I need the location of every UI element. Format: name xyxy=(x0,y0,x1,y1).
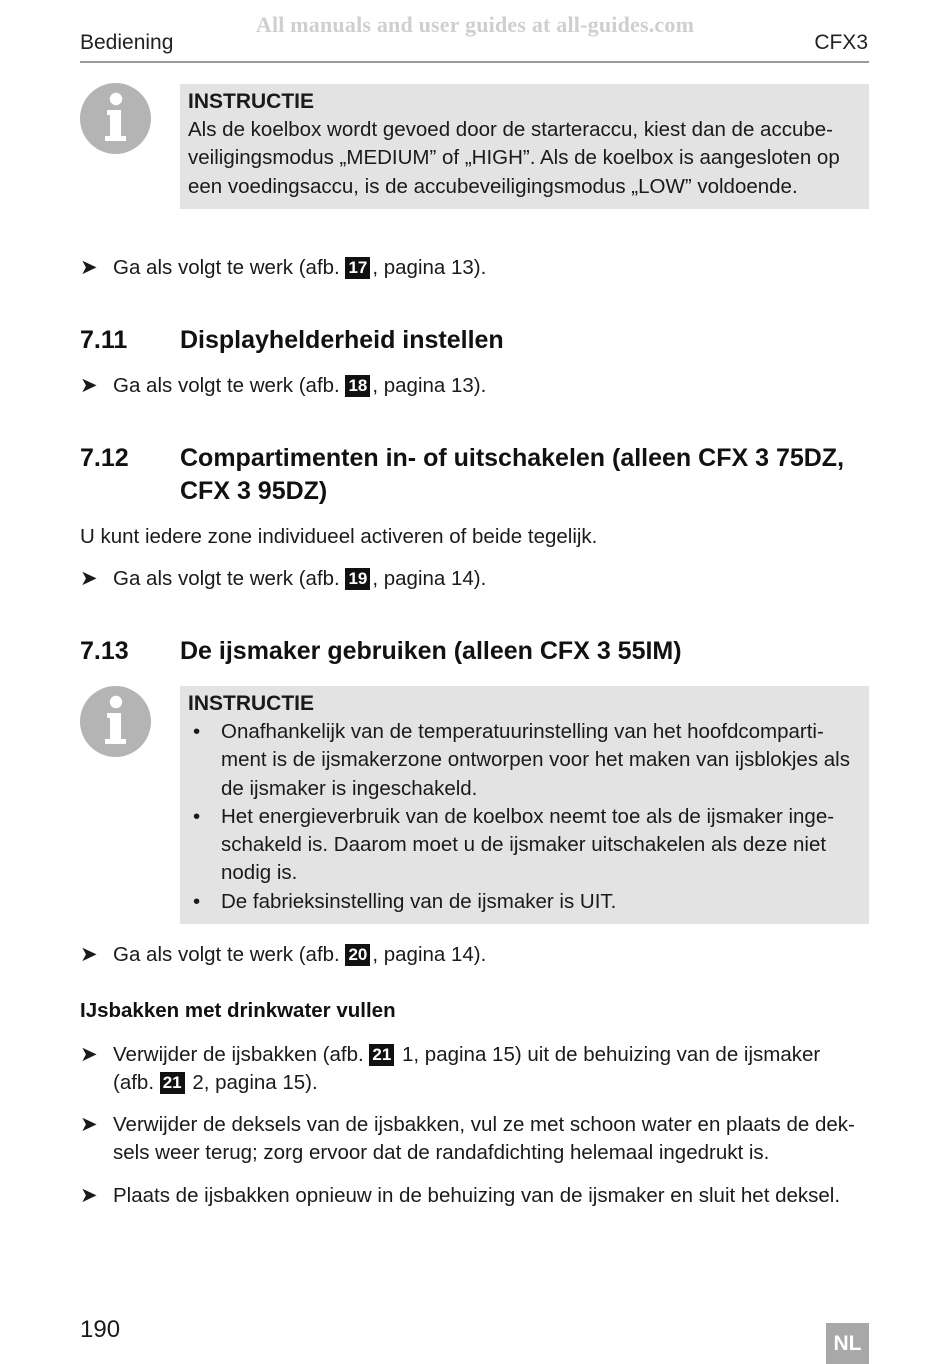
step-text-tail: , pagina 13). xyxy=(372,256,487,279)
section-title: Compartimenten in- of uitschakelen (alleen CFX 3 75DZ, CFX 3 95DZ) xyxy=(180,444,845,505)
arrow-right-icon: ➤ xyxy=(80,1043,98,1066)
arrow-right-icon: ➤ xyxy=(80,567,98,590)
section-title: Displayhelderheid instellen xyxy=(180,326,504,354)
figure-ref-badge: 17 xyxy=(345,257,370,279)
body-paragraph: U kunt iedere zone individueel activeren of beide tegelijk. xyxy=(80,525,598,548)
arrow-right-icon: ➤ xyxy=(80,943,98,966)
step-text: Ga als volgt te werk (afb. xyxy=(113,567,346,590)
watermark: All manuals and user guides at all-guides.com xyxy=(255,12,695,37)
note-text: Als de koelbox wordt gevoed door de starteraccu, kiest dan de accubeveiligingsmodus „MEDIUM” of „HIGH”. Als de koelbox is aangesloten op een voedingsaccu, is de accubeveiligingsmodus „LOW” voldoende. xyxy=(188,118,840,198)
step-text: Ga als volgt te werk (afb. xyxy=(113,256,346,279)
section-number: 7.13 xyxy=(80,637,129,665)
step-instruction xyxy=(80,565,870,593)
step-instruction xyxy=(80,254,870,282)
header-rule xyxy=(80,61,869,63)
instruction-note xyxy=(180,686,869,924)
step-text: Verwijder de deksels van de ijsbakken, vul ze met schoon water en plaats de deksels weer terug; zorg ervoor dat de randafdichting helemaal ingedrukt is. xyxy=(113,1113,855,1165)
section-heading-7-11 xyxy=(80,324,870,357)
language-tab: NL xyxy=(826,1323,869,1364)
step-instruction xyxy=(80,1041,870,1098)
instruction-note xyxy=(180,84,869,209)
section-title: De ijsmaker gebruiken (alleen CFX 3 55IM) xyxy=(180,637,682,665)
header-model: CFX3 xyxy=(814,31,868,54)
step-text-middle: 1, pagina 15) uit de behuizing van de ijsmaker (afb. xyxy=(113,1043,821,1095)
step-text-tail: , pagina 13). xyxy=(372,374,487,397)
step-text: Verwijder de ijsbakken (afb. xyxy=(113,1043,370,1066)
step-text: Plaats de ijsbakken opnieuw in de behuizing van de ijsmaker en sluit het deksel. xyxy=(113,1184,841,1207)
note-title: INSTRUCTIE xyxy=(188,90,314,113)
note-title: INSTRUCTIE xyxy=(188,692,314,715)
figure-ref-badge: 21 xyxy=(369,1044,394,1066)
arrow-right-icon: ➤ xyxy=(80,1184,98,1207)
arrow-right-icon: ➤ xyxy=(80,1113,98,1136)
section-number: 7.12 xyxy=(80,444,129,472)
note-bullet-list xyxy=(188,718,861,916)
list-item: • Onafhankelijk van de temperatuurinstelling van het hoofdcompartiment is de ijsmakerzone ontworpen voor het maken van ijsblokjes als de ijsmaker is ingeschakeld. xyxy=(188,718,861,803)
info-icon xyxy=(80,83,151,154)
step-text-tail: 2, pagina 15). xyxy=(186,1071,318,1095)
step-instruction xyxy=(80,1111,870,1168)
section-heading-7-13 xyxy=(80,635,870,668)
step-instruction xyxy=(80,1182,870,1210)
section-heading-7-12 xyxy=(80,442,870,508)
section-number: 7.11 xyxy=(80,326,128,354)
page-number: 190 xyxy=(80,1316,121,1343)
arrow-right-icon: ➤ xyxy=(80,256,98,279)
list-item: • Het energieverbruik van de koelbox neemt toe als de ijsmaker ingeschakeld is. Daarom moet u de ijsmaker uitschakelen als deze niet nodig is. xyxy=(188,803,861,888)
step-instruction xyxy=(80,372,870,400)
step-text-tail: , pagina 14). xyxy=(372,567,487,590)
step-text: Ga als volgt te werk (afb. xyxy=(113,374,346,397)
figure-ref-badge: 21 xyxy=(160,1072,185,1094)
step-text-tail: , pagina 14). xyxy=(372,943,487,966)
figure-ref-badge: 18 xyxy=(345,375,370,397)
info-icon xyxy=(80,686,151,757)
figure-ref-badge: 20 xyxy=(345,944,370,966)
list-item: • De fabrieksinstelling van de ijsmaker is UIT. xyxy=(188,888,861,916)
figure-ref-badge: 19 xyxy=(345,568,370,590)
subheading: IJsbakken met drinkwater vullen xyxy=(80,999,396,1022)
header-section-title: Bediening xyxy=(80,31,174,54)
arrow-right-icon: ➤ xyxy=(80,374,98,397)
step-instruction xyxy=(80,941,870,969)
step-text: Ga als volgt te werk (afb. xyxy=(113,943,346,966)
